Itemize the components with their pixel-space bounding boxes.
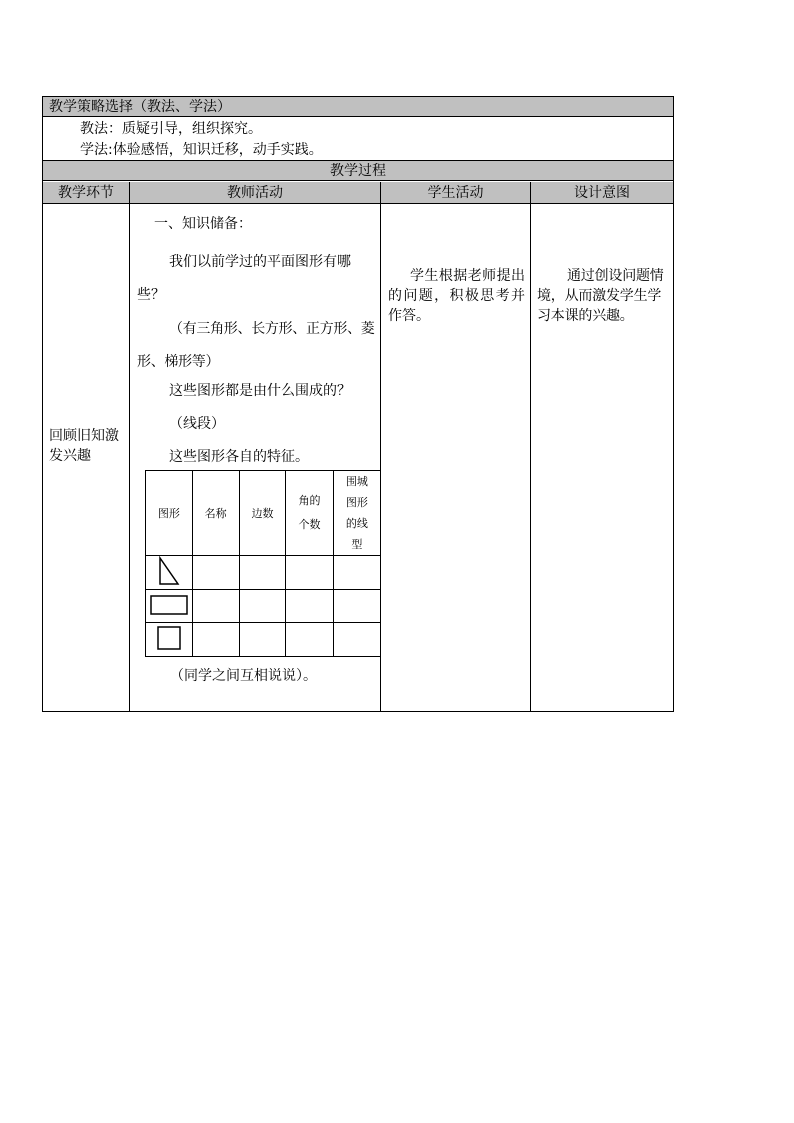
table-cell (192, 623, 239, 657)
teacher-answer-1: （有三角形、长方形、正方形、菱形、梯形等） (137, 321, 375, 370)
table-cell (192, 590, 239, 623)
shapes-header-angles: 角的个数 (286, 471, 333, 556)
table-cell (286, 556, 333, 590)
table-cell (333, 590, 380, 623)
process-header: 教学过程 (43, 160, 673, 181)
stage-cell: 回顾旧知激发兴趣 (49, 428, 119, 464)
shapes-header-shape: 图形 (146, 471, 193, 556)
rectangle-icon (150, 595, 188, 615)
table-cell (192, 556, 239, 590)
rectangle-cell (146, 590, 193, 623)
table-cell (333, 623, 380, 657)
triangle-cell (146, 556, 193, 590)
square-icon (157, 626, 181, 650)
teacher-question-3: 这些图形各自的特征。 (169, 449, 309, 465)
right-triangle-icon (158, 556, 180, 586)
table-cell (286, 623, 333, 657)
col-header-student: 学生活动 (381, 182, 531, 204)
table-cell (239, 556, 286, 590)
learning-method: 学法:体验感悟，知识迁移，动手实践。 (80, 142, 323, 158)
teacher-section-title: 一、知识储备： (154, 216, 252, 232)
col-header-intent: 设计意图 (531, 182, 673, 204)
shapes-header-sides: 边数 (239, 471, 286, 556)
shapes-header-name: 名称 (192, 471, 239, 556)
shapes-table (145, 470, 381, 657)
teacher-question-1: 我们以前学过的平面图形有哪些？ (137, 254, 351, 303)
divider (530, 204, 531, 712)
table-cell (239, 623, 286, 657)
col-header-teacher: 教师活动 (130, 182, 381, 204)
table-cell (239, 590, 286, 623)
teacher-question-2: 这些图形都是由什么围成的？ (169, 383, 351, 399)
square-cell (146, 623, 193, 657)
table-cell (286, 590, 333, 623)
col-header-stage: 教学环节 (43, 182, 130, 204)
student-activity: 学生根据老师提出的问题，积极思考并作答。 (388, 268, 525, 324)
shapes-header-line-type: 围城图形的线型 (333, 471, 380, 556)
teaching-method: 教法：质疑引导，组织探究。 (80, 121, 262, 137)
strategy-header: 教学策略选择（教法、学法） (43, 97, 673, 117)
teacher-closing: （同学之间互相说说）。 (170, 668, 317, 684)
teacher-answer-2: （线段） (169, 416, 225, 432)
table-cell (333, 556, 380, 590)
design-intent: 通过创设问题情境，从而激发学生学习本课的兴趣。 (537, 268, 664, 324)
divider (129, 204, 130, 712)
